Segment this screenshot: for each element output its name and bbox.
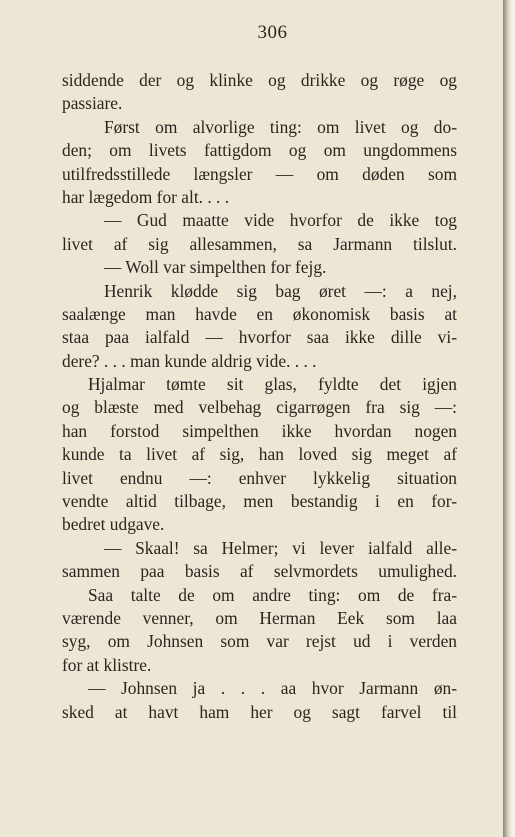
text-line: — Woll var simpelthen for fejg. bbox=[104, 257, 327, 278]
text-line: livet endnu —: enhver lykkelig situation bbox=[62, 467, 457, 488]
text-line: dere? . . . man kunde aldrig vide. . . . bbox=[62, 350, 317, 371]
text-line: kunde ta livet af sig, han loved sig meget af bbox=[62, 444, 457, 465]
text-line: bedret udgave. bbox=[62, 514, 165, 535]
text-line: — Johnsen ja . . . aa hvor Jarmann øn- bbox=[88, 678, 457, 699]
text-line: — Skaal! sa Helmer; vi lever ialfald alle- bbox=[104, 537, 457, 558]
text-line: han forstod simpelthen ikke hvordan nogen bbox=[62, 420, 457, 441]
text-line: Saa talte de om andre ting: om de fra- bbox=[88, 584, 457, 605]
text-line: Henrik klødde sig bag øret —: a nej, bbox=[104, 280, 457, 301]
text-line: siddende der og klinke og drikke og røge og bbox=[62, 70, 457, 90]
text-line: utilfredsstillede længsler — om døden som bbox=[62, 163, 457, 184]
text-line: livet af sig allesammen, sa Jarmann tilslut. bbox=[62, 233, 457, 254]
page-edge-shadow bbox=[503, 0, 515, 837]
body-text bbox=[62, 69, 457, 724]
text-line: Hjalmar tømte sit glas, fyldte det igjen bbox=[88, 374, 457, 395]
text-line: staa paa ialfald — hvorfor saa ikke dille vi- bbox=[62, 327, 457, 348]
text-line: passiare. bbox=[62, 93, 123, 114]
text-line: for at klistre. bbox=[62, 654, 152, 675]
text-line: saalænge man havde en økonomisk basis at bbox=[62, 303, 457, 324]
text-line: sked at havt ham her og sagt farvel til bbox=[62, 701, 457, 722]
text-line: Først om alvorlige ting: om livet og do- bbox=[104, 116, 457, 137]
text-line: værende venner, om Herman Eek som laa bbox=[62, 607, 457, 628]
text-line: — Gud maatte vide hvorfor de ikke tog bbox=[104, 210, 457, 231]
text-line: syg, om Johnsen som var rejst ud i verden bbox=[62, 631, 457, 652]
text-line: sammen paa basis af selvmordets umulighed. bbox=[62, 561, 457, 582]
text-line: vendte altid tilbage, men bestandig i en for- bbox=[62, 491, 457, 512]
text-line: har lægedom for alt. . . . bbox=[62, 186, 230, 207]
page-number: 306 bbox=[257, 22, 288, 43]
text-line: den; om livets fattigdom og om ungdommens bbox=[62, 140, 457, 161]
text-line: og blæste med velbehag cigarrøgen fra sig —: bbox=[62, 397, 457, 418]
